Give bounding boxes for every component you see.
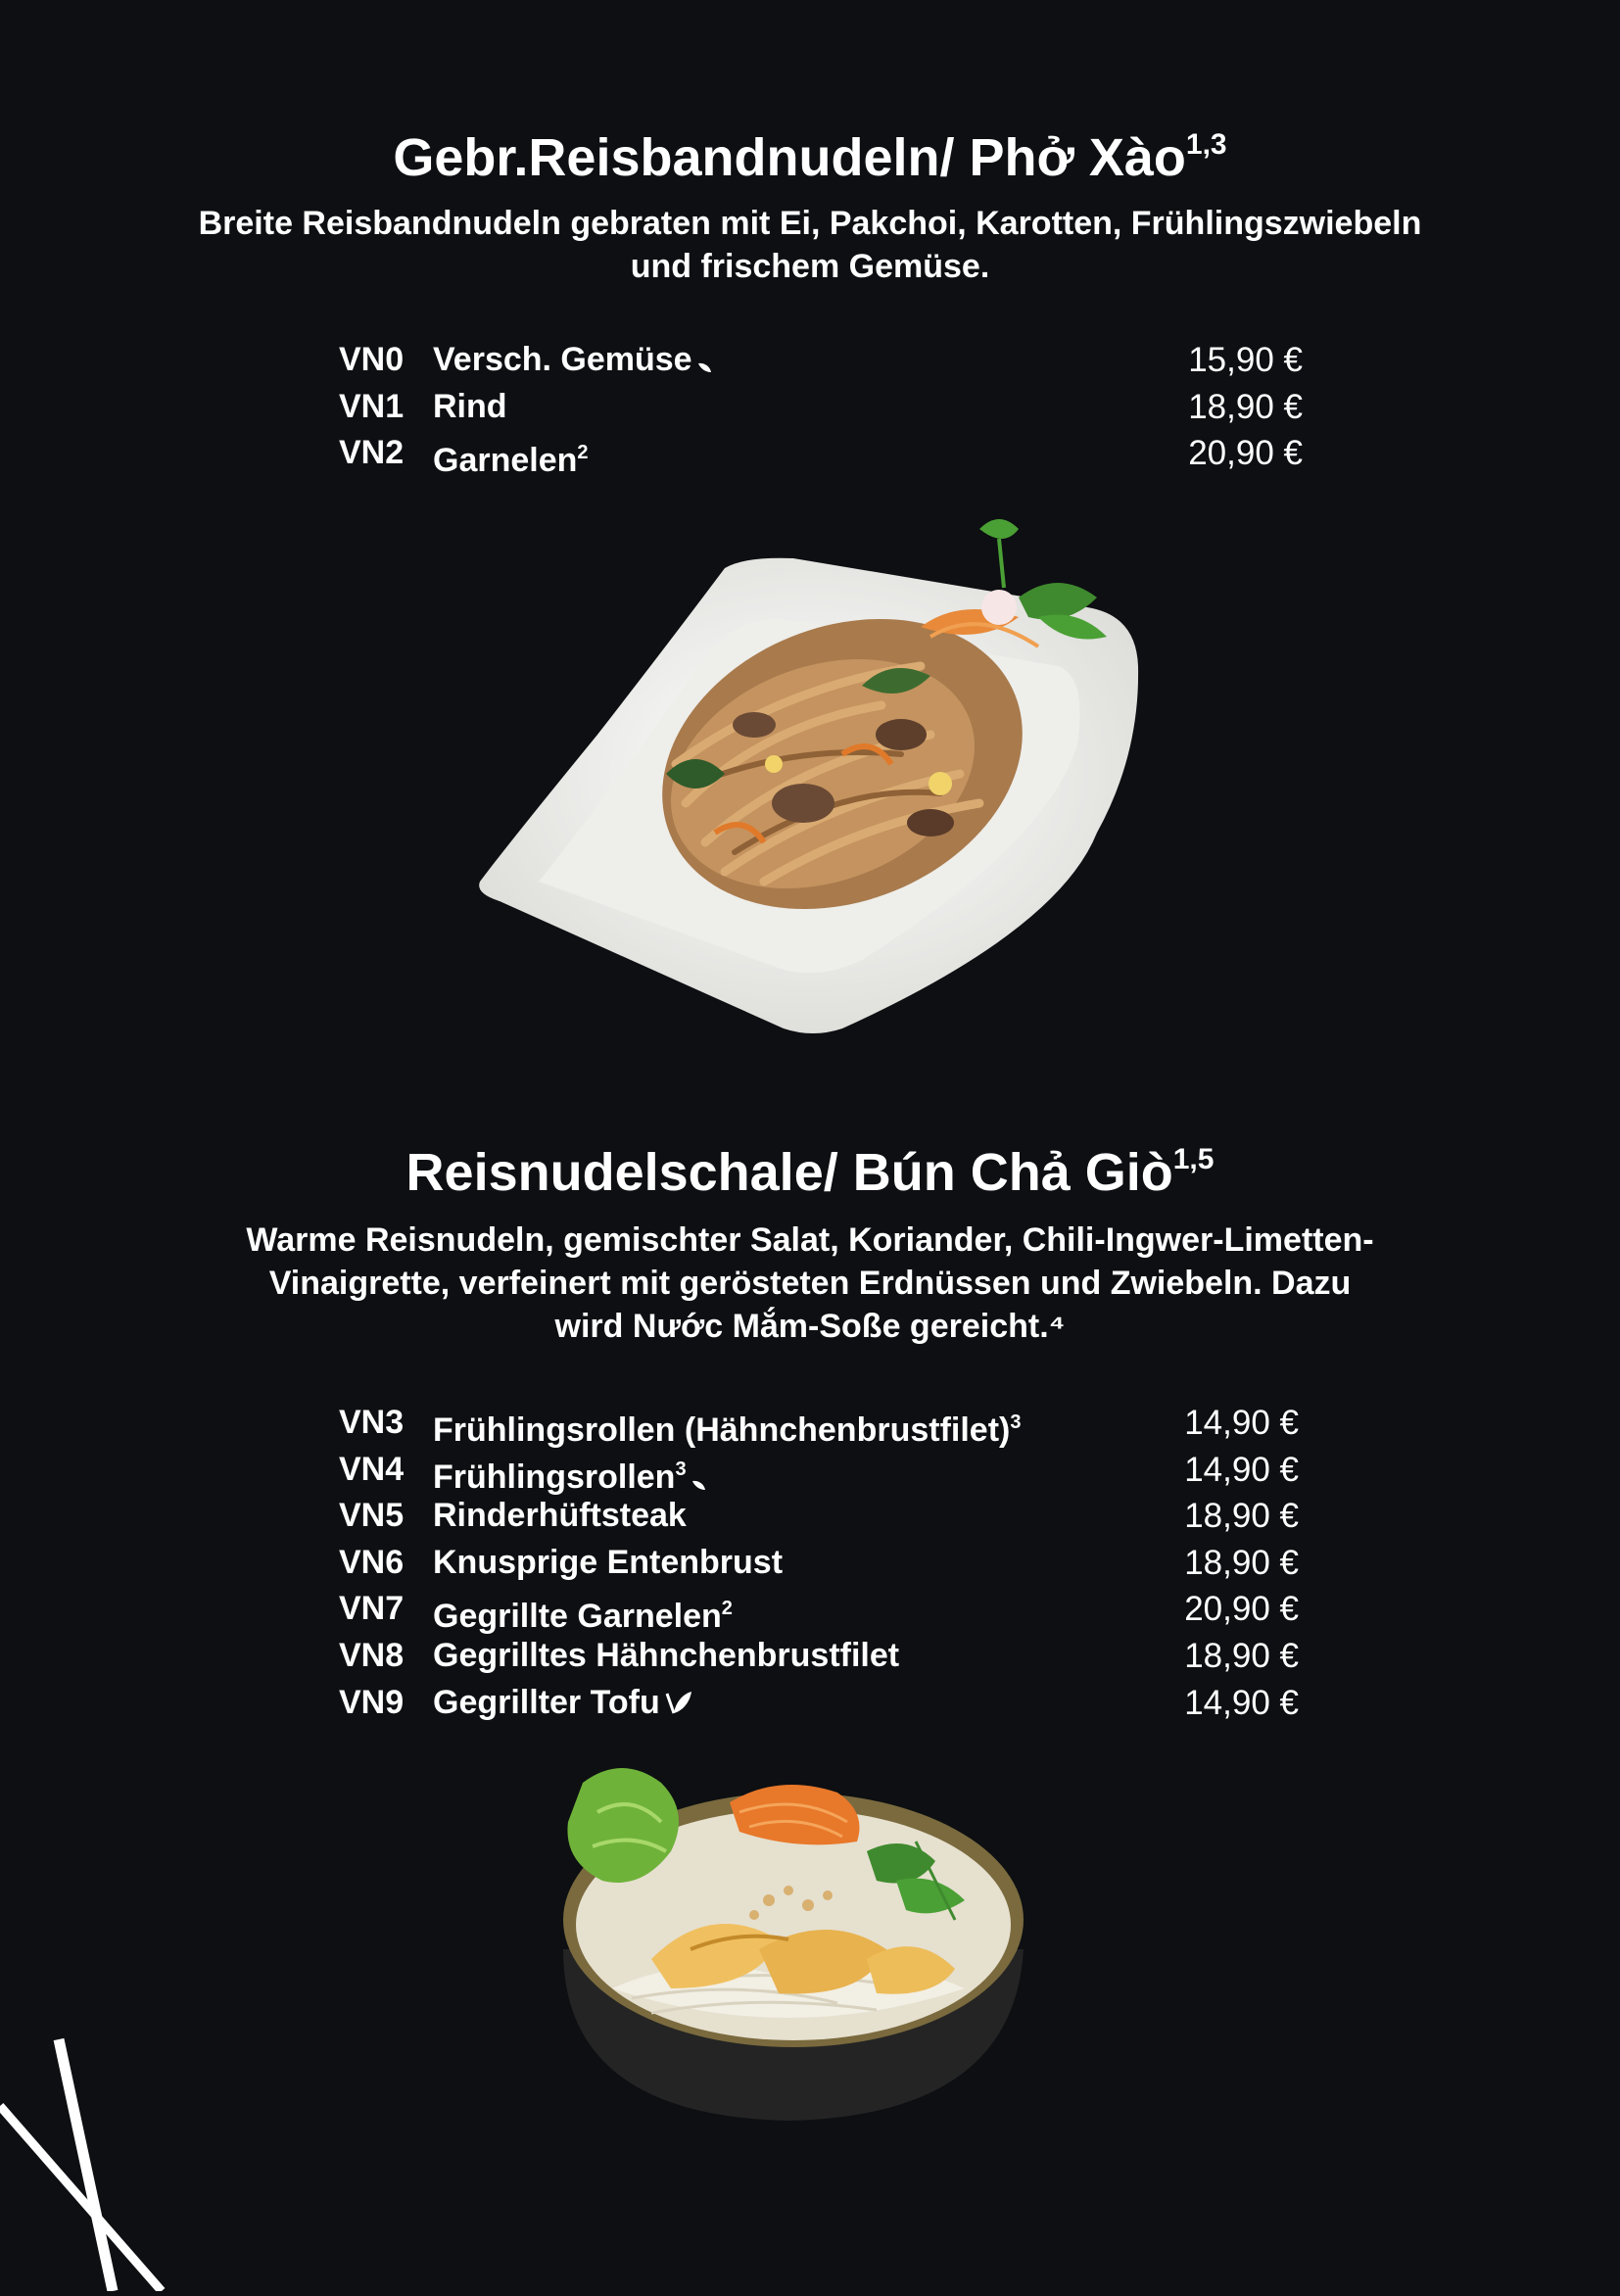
item-name: Frühlingsrollen (Hähnchenbrustfilet)$^3$	[433, 1411, 1022, 1449]
item-code: VN7	[339, 1590, 405, 1628]
item-price: 18,90 €	[1184, 1543, 1299, 1582]
menu-item-vn1	[339, 384, 1309, 431]
item-name: Knusprige Entenbrust	[433, 1543, 784, 1581]
item-price: 18,90 €	[1184, 1497, 1299, 1536]
item-name: Rinderhüftsteak	[433, 1497, 687, 1535]
section-title-bun-cha-gio: Reisnudelschale/ Bún Chả Giò$^{1,5}$	[405, 1143, 1215, 1202]
menu-item-vn5	[339, 1493, 1309, 1540]
item-code: VN3	[339, 1404, 405, 1441]
description-line: Warme Reisnudeln, gemischter Salat, Koriander, Chili-Ingwer-Limetten-	[246, 1221, 1374, 1259]
menu-list-bun-cha-gio	[339, 1400, 1309, 1726]
vegan-leaf-icon	[664, 1684, 693, 1731]
item-price: 18,90 €	[1184, 1636, 1299, 1675]
menu-item-vn8	[339, 1633, 1309, 1680]
menu-item-vn3	[339, 1400, 1309, 1447]
menu-item-vn9	[339, 1680, 1309, 1727]
item-code: VN4	[339, 1450, 405, 1488]
item-price: 18,90 €	[1188, 387, 1303, 426]
section-description-bun-cha-gio	[108, 1219, 1512, 1348]
item-code: VN1	[339, 387, 405, 425]
leaf-icon	[696, 341, 714, 388]
item-code: VN5	[339, 1497, 405, 1535]
menu-item-vn2	[339, 430, 1309, 480]
menu-item-vn0	[339, 337, 1309, 384]
item-price: 14,90 €	[1184, 1404, 1299, 1442]
fried-noodles-plate-image	[470, 509, 1156, 1053]
item-price: 14,90 €	[1184, 1683, 1299, 1722]
item-code: VN9	[339, 1683, 405, 1721]
chopsticks-decoration	[0, 2028, 176, 2296]
item-name: Rind	[433, 387, 507, 425]
item-code: VN6	[339, 1543, 405, 1581]
item-code: VN2	[339, 434, 405, 472]
item-name: Gegrillter Tofu	[433, 1680, 693, 1731]
section-title-pho-xao: Gebr.Reisbandnudeln/ Phở Xào$^{1,3}$	[393, 128, 1227, 187]
description-line: wird Nước Mắm-Soße gereicht.⁴	[554, 1308, 1066, 1345]
item-name: Garnelen$^2$	[433, 442, 589, 480]
item-price: 15,90 €	[1188, 341, 1303, 379]
rice-noodle-bowl-image	[544, 1753, 1033, 2130]
menu-item-vn6	[339, 1540, 1309, 1587]
item-code: VN0	[339, 341, 405, 378]
item-name: Gegrilltes Hähnchenbrustfilet	[433, 1636, 900, 1674]
description-line: Vinaigrette, verfeinert mit gerösteten Erdnüssen und Zwiebeln. Dazu	[268, 1265, 1352, 1302]
item-name: Frühlingsrollen$^3$	[433, 1447, 708, 1506]
item-name: Gegrillte Garnelen$^2$	[433, 1598, 733, 1636]
description-line: und frischem Gemüse.	[630, 248, 990, 285]
menu-item-vn7	[339, 1586, 1309, 1636]
description-line: Breite Reisbandnudeln gebraten mit Ei, Pakchoi, Karotten, Frühlingszwiebeln	[198, 205, 1422, 242]
item-name: Versch. Gemüse	[433, 337, 714, 388]
item-price: 20,90 €	[1184, 1590, 1299, 1629]
menu-item-vn4	[339, 1447, 1309, 1494]
item-price: 20,90 €	[1188, 434, 1303, 473]
menu-list-pho-xao	[339, 337, 1309, 480]
item-price: 14,90 €	[1184, 1450, 1299, 1489]
item-code: VN8	[339, 1636, 405, 1674]
section-description-pho-xao	[108, 202, 1512, 288]
